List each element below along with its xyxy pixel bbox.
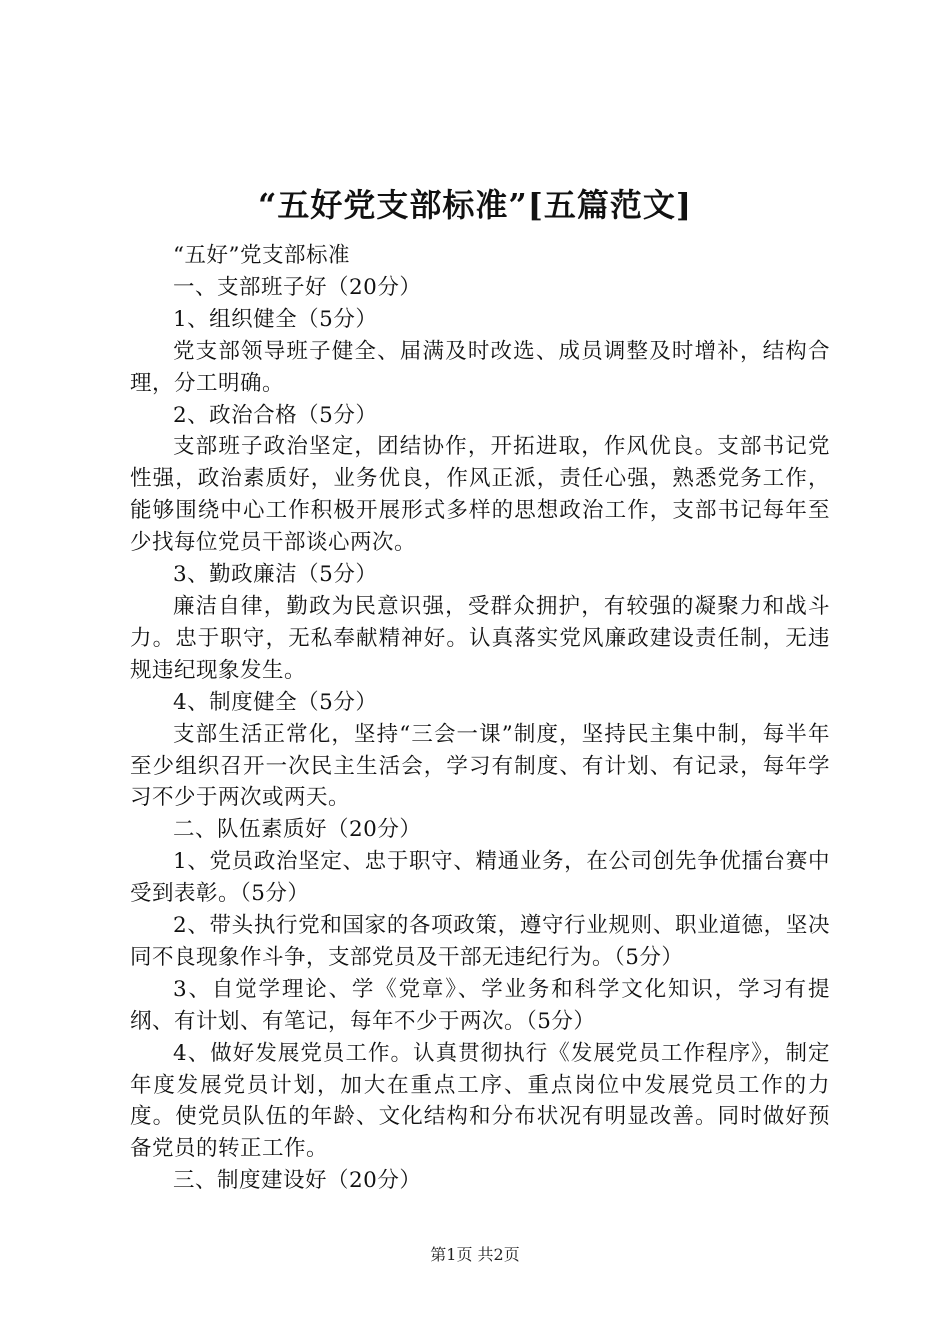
paragraph-item-1-1: 1、组织健全（5分）: [173, 306, 378, 332]
paragraph-item-1-4: 4、制度健全（5分）: [173, 689, 378, 715]
paragraph-item-2-3: 3、自觉学理论、学《党章》、学业务和科学文化知识，学习有提纲、有计划、有笔记，每年不少于两次。（5分）: [130, 976, 830, 1034]
paragraph-section-1: 一、支部班子好（20分）: [173, 274, 422, 300]
document-title: “五好党支部标准”[五篇范文]: [257, 186, 693, 224]
paragraph-item-1-3: 3、勤政廉洁（5分）: [173, 562, 378, 588]
paragraph-text: 支部班子政治坚定，团结协作，开拓进取，作风优良。支部书记党性强，政治素质好，业务优良，作风正派，责任心强，熟悉党务工作，能够围绕中心工作积极开展形式多样的思想政治工作，支部书记每年至少找每位党员干部谈心两次。: [130, 434, 830, 556]
paragraph-item-2-2: 2、带头执行党和国家的各项政策，遵守行业规则、职业道德，坚决同不良现象作斗争，支部党员及干部无违纪行为。（5分）: [130, 913, 830, 970]
paragraph-section-3: 三、制度建设好（20分）: [173, 1168, 422, 1194]
paragraph-item-2-1: 1、党员政治坚定、忠于职守、精通业务，在公司创先争优擂台赛中受到表彰。（5分）: [130, 849, 830, 907]
page-footer: 第1页 共2页: [430, 1245, 520, 1264]
paragraph-text: 支部生活正常化，坚持“三会一课”制度，坚持民主集中制，每半年至少组织召开一次民主生活会，学习有制度、有计划、有记录，每年学习不少于两次或两天。: [130, 721, 830, 811]
paragraph-section-2: 二、队伍素质好（20分）: [173, 817, 422, 843]
paragraph-heading-standard: “五好”党支部标准: [173, 243, 350, 268]
paragraph-item-2-4: 4、做好发展党员工作。认真贯彻执行《发展党员工作程序》，制定年度发展党员计划，加大在重点工序、重点岗位中发展党员工作的力度。使党员队伍的年龄、文化结构和分布状况有明显改善。同时做好预备党员的转正工作。: [130, 1040, 830, 1162]
document-body: [130, 240, 830, 1197]
paragraph-item-1-2: 2、政治合格（5分）: [173, 402, 378, 428]
paragraph-text: 廉洁自律，勤政为民意识强，受群众拥护，有较强的凝聚力和战斗力。忠于职守，无私奉献精神好。认真落实党风廉政建设责任制，无违规违纪现象发生。: [130, 593, 830, 683]
paragraph-text: 党支部领导班子健全、届满及时改选、成员调整及时增补，结构合理，分工明确。: [130, 338, 830, 396]
